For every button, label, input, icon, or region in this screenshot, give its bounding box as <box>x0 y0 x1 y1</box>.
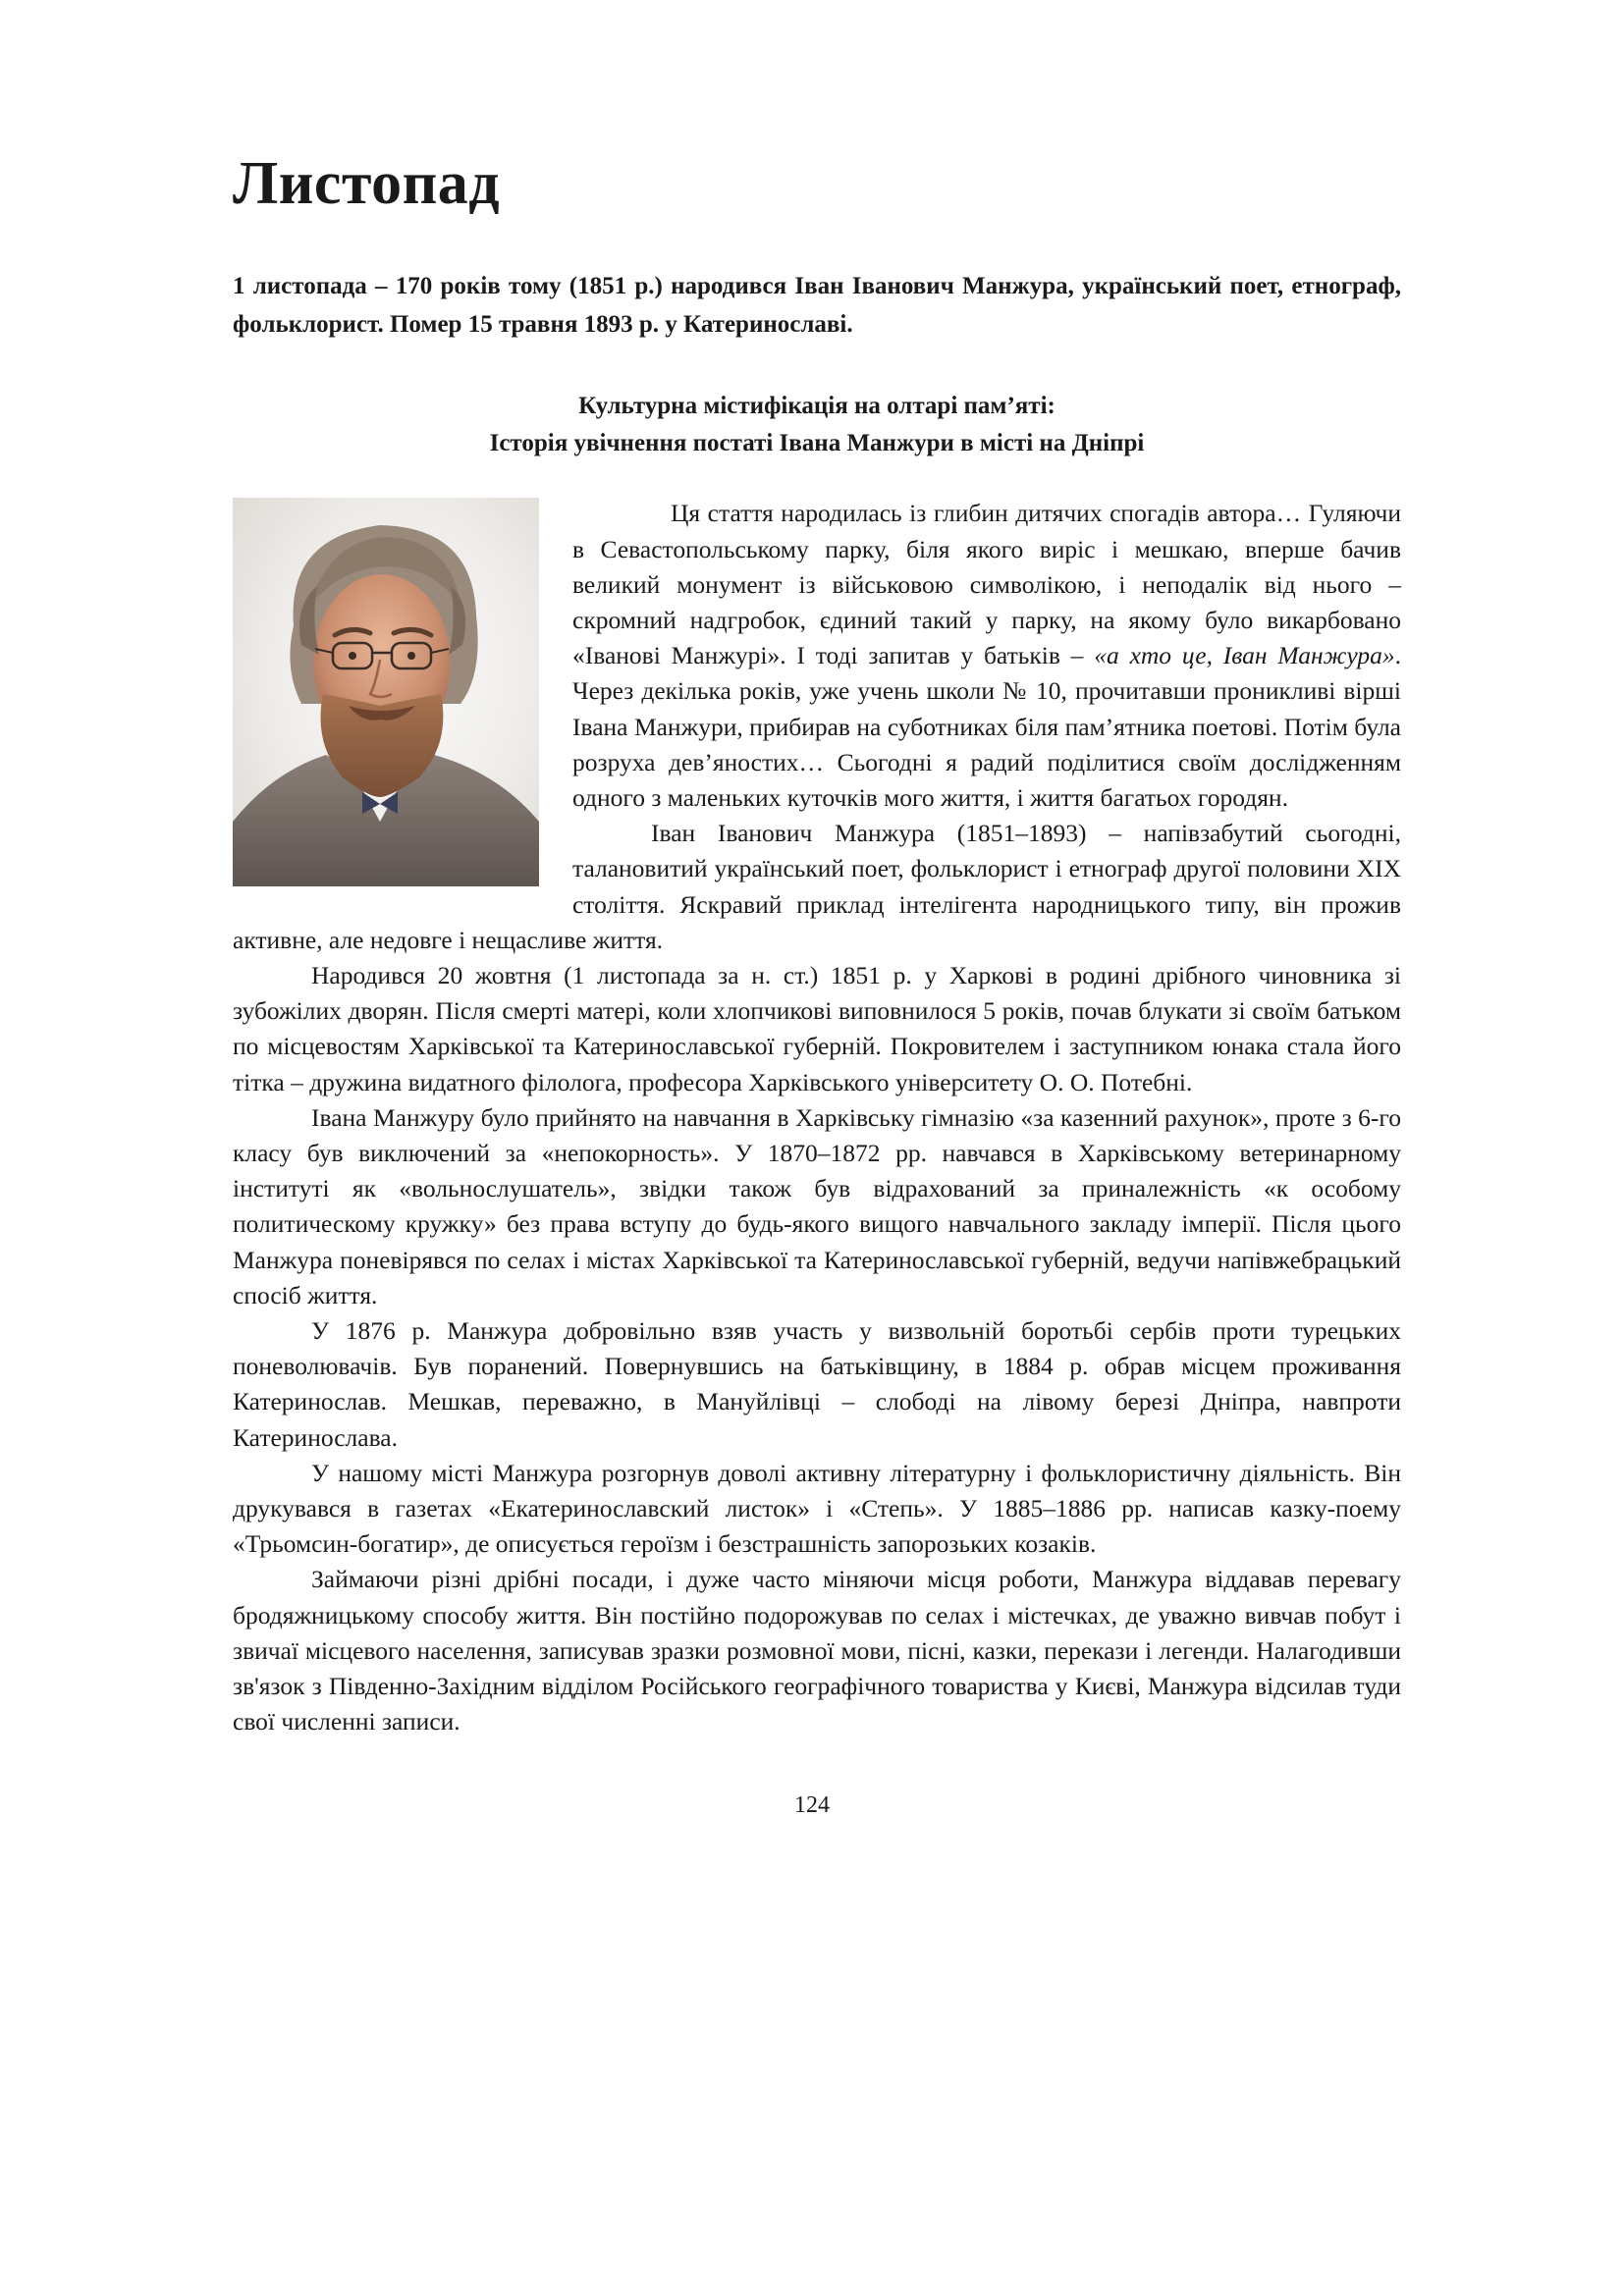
portrait-illustration <box>233 498 539 886</box>
paragraph-7: Займаючи різні дрібні посади, і дуже часто міняючи місця роботи, Манжура віддавав перевагу бродяжницькому способу життя. Він постійно подорожував по селах і містечках, де уважно вивчав побут і звичаї місцевого населення, записував зразки розмовної мови, пісні, казки, перекази і легенди. Налагодивши зв'язок з Південно-Західним відділом Російського географічного товариства у Києві, Манжура відсилав туди свої численні записи. <box>233 1565 1401 1736</box>
portrait-image <box>233 498 539 886</box>
paragraph-intro-text-1: Ця стаття народилась із глибин дитячих спогадів автора… Гуляючи в Севастопольському парку, біля якого виріс і мешкаю, вперше бачив великий монумент із військовою символікою, і неподалік від нього – скромний надгробок, єдиний такий у парку, на якому було викарбовано «Іванові Манжурі». І тоді запитав у батьків – <box>572 499 1401 670</box>
article-title-line-1: Культурна містифікація на олтарі пам’яті: <box>578 393 1056 420</box>
paragraph-4: Івана Манжуру було прийнято на навчання в Харківську гімназію «за казенний рахунок», проте з 6-го класу був виключений за «непокорность». У 1870–1872 рр. навчався в Харківському ветеринарному інституті як «вольнослушатель», звідки також був відрахований за приналежність «к особому политическому кружку» без права вступу до будь-якого вищого навчального закладу імперії. Після цього Манжура поневірявся по селах і містах Харківської та Катеринославської губерній, ведучи напівжебрацький спосіб життя. <box>233 1102 1401 1309</box>
article-title-line-2: Історія увічнення постаті Івана Манжури в місті на Дніпрі <box>489 430 1145 457</box>
anniversary-note: 1 листопада – 170 років тому (1851 р.) народився Іван Іванович Манжура, український поет, етнограф, фольклорист. Помер 15 травня 1893 р. у Катеринославі. <box>233 273 1401 339</box>
content <box>233 147 1401 1740</box>
article-title <box>233 388 1401 462</box>
paragraph-2: Іван Іванович Манжура (1851–1893) – напівзабутий сьогодні, талановитий український поет, фольклорист і етнограф другої половини ХІХ століття. Яскравий приклад інтелігента народницького типу, він прожив активне, але недовге і нещасливе життя. <box>233 819 1401 954</box>
paragraph-5: У 1876 р. Манжура добровільно взяв участь у визвольній боротьбі сербів проти турецьких поневолювачів. Був поранений. Повернувшись на батьківщину, в 1884 р. обрав місцем проживання Катеринослав. Мешкав, переважно, в Мануйлівці – слободі на лівому березі Дніпра, навпроти Катеринослава. <box>233 1316 1401 1452</box>
paragraph-intro-text-2: . Через декілька років, уже учень школи № 10, прочитавши проникливі вірші Івана Манжури, прибирав на суботниках біля пам’ятника поетові. Потім була розруха дев’яностих… Сьогодні я радий поділитися своїм дослідженням одного з маленьких куточків мого життя, і життя багатьох городян. <box>572 641 1401 813</box>
paragraph-intro-quote: «а хто це, Іван Манжура» <box>1094 641 1395 670</box>
paragraph-6: У нашому місті Манжура розгорнув доволі активну літературну і фольклористичну діяльність. Він друкувався в газетах «Екатеринославский листок» і «Степь». У 1885–1886 рр. написав казку-поему «Трьомсин-богатир», де описується героїзм і безстрашність запорозьких козаків. <box>233 1458 1401 1559</box>
paragraph-3: Народився 20 жовтня (1 листопада за н. ст.) 1851 р. у Харкові в родині дрібного чиновника зі зубожілих дворян. Після смерті матері, коли хлопчикові виповнилося 5 років, почав блукати зі своїм батьком по місцевостям Харківської та Катеринославської губерній. Покровителем і заступником юнака стала його тітка – дружина видатного філолога, професора Харківського університету О. О. Потебні. <box>233 961 1401 1096</box>
article-body <box>233 496 1401 1739</box>
page-number: 124 <box>794 1792 830 1818</box>
month-title: Листопад <box>233 150 501 217</box>
